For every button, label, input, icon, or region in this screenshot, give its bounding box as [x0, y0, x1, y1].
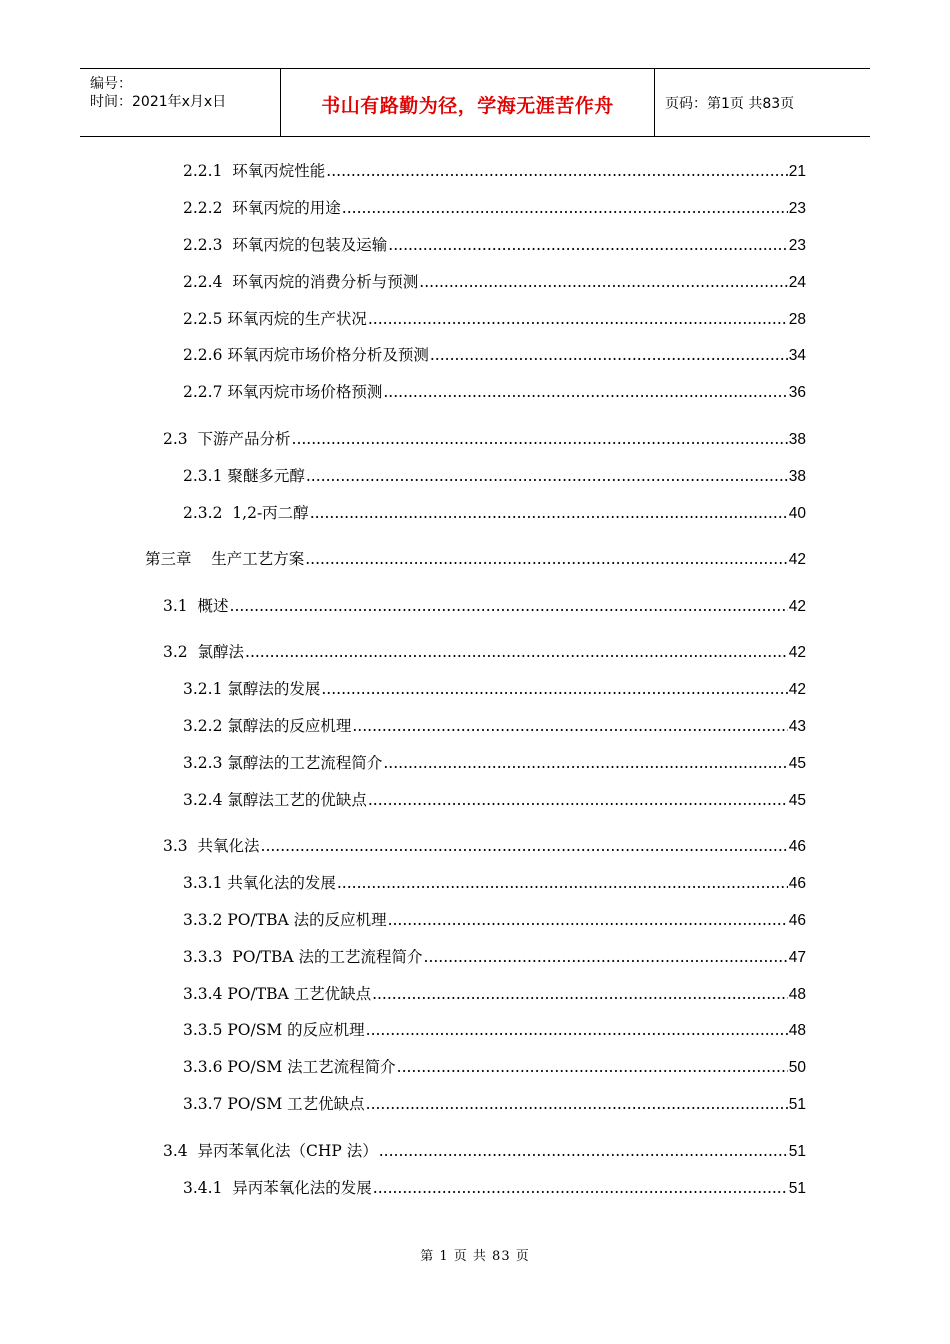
code-label: 编号： — [90, 76, 132, 92]
toc-entry-page: 42 — [788, 598, 806, 615]
toc-entry-title: 2.3.1 聚醚多元醇 — [183, 467, 305, 485]
toc-entry-title: 3.3.6 PO/SM 法工艺流程简介 — [183, 1058, 396, 1076]
toc-leader-dots — [326, 160, 787, 182]
toc-entry-page: 43 — [788, 718, 806, 735]
toc-entry-page: 24 — [788, 274, 806, 291]
toc-entry-title: 3.3 共氧化法 — [163, 837, 260, 855]
toc-entry[interactable] — [183, 983, 806, 1005]
toc-leader-dots — [368, 789, 788, 811]
toc-entry-page: 46 — [788, 912, 806, 929]
toc-entry-title: 3.2.3 氯醇法的工艺流程简介 — [183, 754, 383, 772]
toc-entry-page: 36 — [788, 384, 806, 401]
toc-leader-dots — [310, 502, 788, 524]
toc-entry-title: 3.4.1 异丙苯氧化法的发展 — [183, 1179, 372, 1197]
toc-entry[interactable] — [183, 234, 806, 256]
toc-leader-dots — [430, 344, 788, 366]
toc-entry[interactable] — [145, 548, 806, 570]
toc-entry[interactable] — [183, 872, 806, 894]
toc-entry[interactable] — [183, 271, 806, 293]
toc-entry-page: 38 — [788, 431, 806, 448]
toc-entry-title: 3.3.4 PO/TBA 工艺优缺点 — [183, 985, 372, 1003]
toc-entry-page: 51 — [788, 1096, 806, 1113]
toc-entry-page: 23 — [788, 200, 806, 217]
toc-entry[interactable] — [163, 1140, 806, 1162]
toc-entry[interactable] — [163, 835, 806, 857]
toc-entry[interactable] — [183, 465, 806, 487]
toc-leader-dots — [388, 234, 787, 256]
toc-entry-title: 3.1 概述 — [163, 597, 229, 615]
toc-entry-page: 34 — [788, 347, 806, 364]
toc-entry-title: 2.3 下游产品分析 — [163, 430, 291, 448]
toc-entry-page: 28 — [788, 311, 806, 328]
toc-leader-dots — [383, 381, 787, 403]
toc-entry-page: 42 — [788, 681, 806, 698]
toc-entry[interactable] — [183, 752, 806, 774]
toc-entry-title: 2.3.2 1,2-丙二醇 — [183, 504, 309, 522]
toc-entry-page: 48 — [788, 1022, 806, 1039]
toc-entry-title: 3.2.4 氯醇法工艺的优缺点 — [183, 791, 367, 809]
toc-entry-title: 2.2.4 环氧丙烷的消费分析与预测 — [183, 273, 419, 291]
toc-entry[interactable] — [163, 595, 806, 617]
toc-leader-dots — [352, 715, 787, 737]
toc-entry[interactable] — [183, 946, 806, 968]
toc-entry-title: 3.2.2 氯醇法的反应机理 — [183, 717, 352, 735]
page-footer: 第 1 页 共 83 页 — [420, 1249, 530, 1264]
toc-leader-dots — [397, 1056, 788, 1078]
toc-entry[interactable] — [183, 308, 806, 330]
toc-entry-page: 38 — [788, 468, 806, 485]
toc-entry[interactable] — [183, 1093, 806, 1115]
toc-entry-title: 2.2.7 环氧丙烷市场价格预测 — [183, 383, 383, 401]
toc-entry-page: 21 — [788, 163, 806, 180]
motto: 书山有路勤为径，学海无涯苦作舟 — [321, 95, 614, 117]
toc-leader-dots — [368, 308, 788, 330]
toc-leader-dots — [306, 465, 788, 487]
toc-entry-page: 42 — [788, 551, 806, 568]
toc-leader-dots — [424, 946, 788, 968]
toc-entry-page: 46 — [788, 838, 806, 855]
toc-leader-dots — [342, 197, 788, 219]
toc-entry[interactable] — [183, 678, 806, 700]
toc-leader-dots — [230, 595, 788, 617]
toc-entry-title: 3.4 异丙苯氧化法（CHP 法） — [163, 1142, 378, 1160]
toc-entry[interactable] — [183, 160, 806, 182]
toc-leader-dots — [337, 872, 788, 894]
toc-entry-title: 3.2 氯醇法 — [163, 643, 245, 661]
toc-leader-dots — [366, 1019, 788, 1041]
toc-entry[interactable] — [183, 381, 806, 403]
toc-entry[interactable] — [183, 715, 806, 737]
toc-entry-page: 46 — [788, 875, 806, 892]
toc-entry-title: 3.3.2 PO/TBA 法的反应机理 — [183, 911, 387, 929]
toc-leader-dots — [419, 271, 787, 293]
toc-entry-title: 2.2.6 环氧丙烷市场价格分析及预测 — [183, 346, 429, 364]
toc-entry-page: 48 — [788, 986, 806, 1003]
toc-leader-dots — [379, 1140, 788, 1162]
toc-entry-title: 2.2.3 环氧丙烷的包装及运输 — [183, 236, 388, 254]
toc-entry-title: 2.2.1 环氧丙烷性能 — [183, 162, 326, 180]
date-label: 时间：2021年x月x日 — [90, 94, 227, 110]
toc-entry-title: 3.2.1 氯醇法的发展 — [183, 680, 321, 698]
toc-entry[interactable] — [183, 1056, 806, 1078]
toc-entry-title: 3.3.7 PO/SM 工艺优缺点 — [183, 1095, 365, 1113]
toc-entry-title: 2.2.5 环氧丙烷的生产状况 — [183, 310, 367, 328]
toc-entry-page: 51 — [788, 1143, 806, 1160]
toc-leader-dots — [372, 983, 788, 1005]
toc-entry-page: 45 — [788, 792, 806, 809]
toc-entry[interactable] — [163, 641, 806, 663]
toc-leader-dots — [321, 678, 787, 700]
toc-entry-title: 3.3.1 共氧化法的发展 — [183, 874, 336, 892]
toc-entry[interactable] — [163, 428, 806, 450]
toc-entry-title: 第三章 生产工艺方案 — [145, 550, 305, 568]
toc-entry[interactable] — [183, 502, 806, 524]
toc-leader-dots — [383, 752, 787, 774]
toc-entry[interactable] — [183, 789, 806, 811]
toc-leader-dots — [261, 835, 788, 857]
toc-leader-dots — [373, 1177, 788, 1199]
toc-entry-page: 47 — [788, 949, 806, 966]
toc-leader-dots — [388, 909, 788, 931]
toc-entry[interactable] — [183, 909, 806, 931]
toc-leader-dots — [292, 428, 788, 450]
toc-entry-title: 3.3.5 PO/SM 的反应机理 — [183, 1021, 365, 1039]
toc-leader-dots — [366, 1093, 788, 1115]
toc-leader-dots — [305, 548, 788, 570]
toc-entry-page: 51 — [788, 1180, 806, 1197]
toc-entry[interactable] — [183, 197, 806, 219]
toc-leader-dots — [245, 641, 788, 663]
toc-entry-page: 50 — [788, 1059, 806, 1076]
toc-entry-page: 42 — [788, 644, 806, 661]
toc-entry[interactable] — [183, 344, 806, 366]
toc-entry-page: 45 — [788, 755, 806, 772]
toc-entry-title: 2.2.2 环氧丙烷的用途 — [183, 199, 341, 217]
toc-entry[interactable] — [183, 1177, 806, 1199]
toc-entry-page: 23 — [788, 237, 806, 254]
toc-entry-page: 40 — [788, 505, 806, 522]
page-info: 页码：第1页 共83页 — [665, 96, 795, 112]
toc-entry[interactable] — [183, 1019, 806, 1041]
toc-entry-title: 3.3.3 PO/TBA 法的工艺流程简介 — [183, 948, 423, 966]
